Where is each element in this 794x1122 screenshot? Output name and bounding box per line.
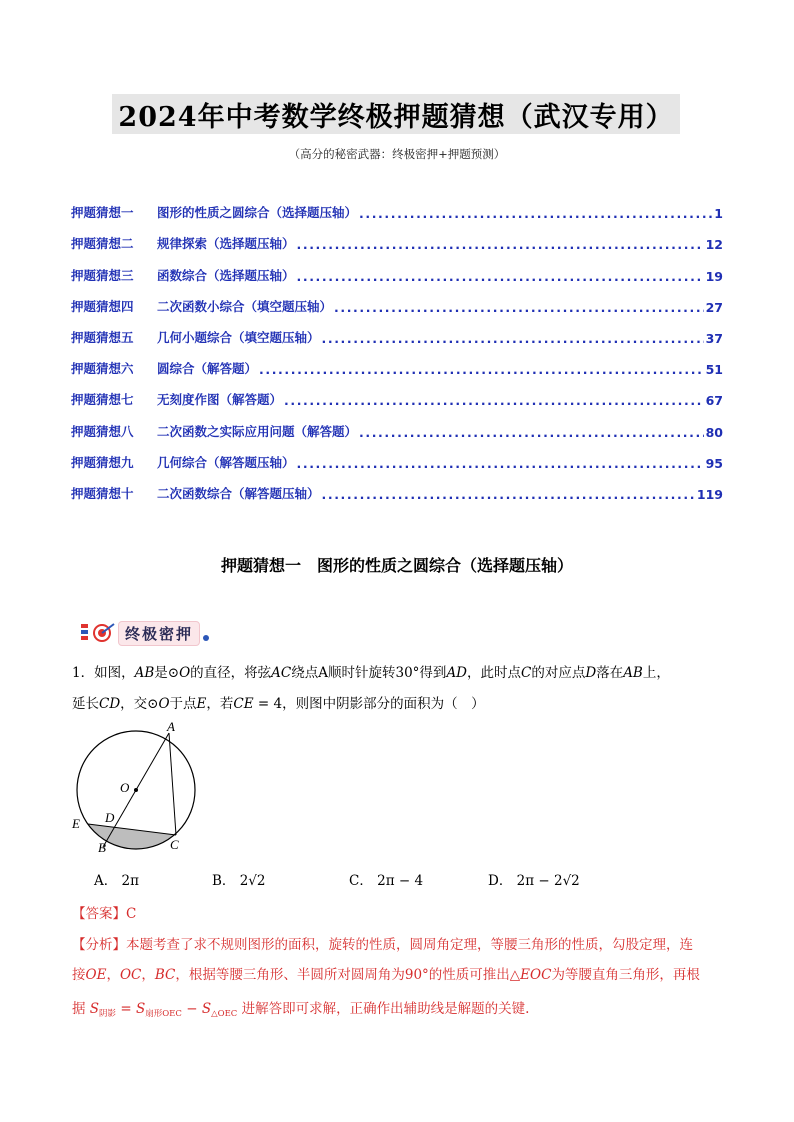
page-title: 2024年中考数学终极押题猜想（武汉专用） (112, 94, 680, 134)
text-run: 进解答即可求解，正确作出辅助线是解题的关键. (237, 1001, 530, 1017)
toc-item-page: 51 (705, 362, 723, 378)
banner-dot (203, 635, 209, 641)
math-var: O (179, 665, 191, 681)
toc-item-page: 119 (696, 486, 723, 502)
toc-leader-dots (284, 393, 704, 408)
math-var: AB (623, 665, 643, 681)
math-var: S (135, 1001, 146, 1017)
toc-item[interactable] (71, 190, 723, 221)
choice-b[interactable] (212, 869, 266, 889)
math-var: BC (154, 967, 176, 983)
math-subscript: 阴影 (99, 1009, 117, 1019)
toc-item[interactable] (71, 284, 723, 315)
toc-item-title: 二次函数之实际应用问题（解答题） (157, 423, 358, 439)
toc-item-page: 27 (705, 299, 723, 315)
text-run: 上， (642, 665, 670, 681)
toc-leader-dots (322, 331, 704, 346)
toc-item-number: 押题猜想二 (71, 236, 134, 252)
math-var: EOC (520, 967, 552, 983)
toc-leader-dots (297, 456, 704, 471)
choice-d[interactable] (488, 869, 580, 889)
toc-item-number: 押题猜想六 (71, 361, 134, 377)
text-run: = 4，则图中阴影部分的面积为（ ） (253, 696, 485, 712)
toc-leader-dots (259, 362, 704, 377)
analysis-line-3 (72, 997, 529, 1019)
math-var: AB (134, 665, 155, 681)
label-c: C (170, 837, 179, 852)
text-run: ， (106, 967, 120, 983)
math-var: OC (119, 967, 142, 983)
toc-item[interactable] (71, 315, 723, 346)
math-var: O (158, 696, 170, 712)
choice-label: C． (349, 873, 373, 889)
question-line-1 (72, 661, 670, 681)
choice-label: A． (94, 873, 118, 889)
toc-item-title: 图形的性质之圆综合（选择题压轴） (157, 205, 358, 221)
math-var: AD (446, 665, 468, 681)
text-run: 绕点A顺时针旋转30°得到 (291, 665, 447, 681)
text-run: 落在 (596, 665, 624, 681)
math-var: CD (99, 696, 121, 712)
text-run: 接 (72, 967, 86, 983)
toc-item[interactable] (71, 346, 723, 377)
answer: 【答案】C (72, 906, 137, 922)
toc-item-number: 押题猜想九 (71, 454, 134, 470)
math-var: CE (233, 696, 254, 712)
toc-item-number: 押题猜想三 (71, 267, 134, 283)
toc-item-number: 押题猜想一 (71, 205, 134, 221)
choice-value: 2√2 (239, 873, 266, 889)
text-run: − (181, 1001, 202, 1017)
toc-item[interactable] (71, 440, 723, 471)
toc-item-page: 19 (705, 268, 723, 284)
text-run: 的对应点 (531, 665, 586, 681)
text-run: ，若 (206, 696, 234, 712)
choice-value: 2π − 4 (377, 873, 424, 889)
text-run: 如图， (94, 665, 135, 681)
math-var: C (521, 665, 532, 681)
geometry-figure (66, 718, 206, 858)
toc-item-title: 二次函数小综合（填空题压轴） (157, 298, 333, 314)
toc-item-page: 1 (714, 206, 723, 222)
toc-item[interactable] (71, 377, 723, 408)
toc-item-title: 函数综合（选择题压轴） (157, 267, 295, 283)
toc-item-title: 规律探索（选择题压轴） (157, 236, 295, 252)
banner-label: 终极密押 (118, 621, 200, 646)
page-subtitle: （高分的秘密武器：终极密押+押题预测） (288, 147, 506, 161)
toc-leader-dots (334, 300, 704, 315)
text-run: ，交⊙ (120, 696, 159, 712)
toc-item-page: 80 (705, 424, 723, 440)
text-run: 的直径，将弦 (190, 665, 272, 681)
math-subscript: 扇形OEC (145, 1009, 182, 1019)
choice-value: 2π (121, 873, 140, 889)
label-a: A (167, 719, 175, 734)
toc-item-title: 几何综合（解答题压轴） (157, 454, 295, 470)
toc-item[interactable] (71, 408, 723, 439)
math-var: S (201, 1001, 212, 1017)
text-run: ，此时点 (467, 665, 522, 681)
toc-item-number: 押题猜想四 (71, 298, 134, 314)
toc-item-number: 押题猜想五 (71, 329, 134, 345)
toc-item[interactable] (71, 471, 723, 502)
math-var: AC (271, 665, 292, 681)
math-var: E (196, 696, 207, 712)
toc-item-number: 押题猜想八 (71, 423, 134, 439)
toc-item-page: 95 (705, 455, 723, 471)
toc-leader-dots (359, 425, 704, 440)
text-run: 为等腰直角三角形，再根 (551, 967, 700, 983)
toc-item-page: 37 (705, 330, 723, 346)
toc-leader-dots (297, 269, 704, 284)
choice-label: D． (488, 873, 513, 889)
text-run: ，根据等腰三角形、半圆所对圆周角为90°的性质可推出△ (175, 967, 521, 983)
toc-item[interactable] (71, 221, 723, 252)
choice-c[interactable] (349, 869, 423, 889)
question-line-2 (72, 692, 485, 712)
math-subscript: △OEC (211, 1009, 238, 1019)
toc-leader-dots (322, 487, 695, 502)
question-number: 1． (72, 665, 95, 681)
analysis-line-1: 【分析】本题考查了求不规则图形的面积，旋转的性质，圆周角定理，等腰三角形的性质，勾股定理，连 (72, 937, 693, 953)
choice-label: B． (212, 873, 236, 889)
toc-item-title: 二次函数综合（解答题压轴） (157, 485, 320, 501)
text-run: 据 (72, 1001, 90, 1017)
toc-item-number: 押题猜想七 (71, 392, 134, 408)
toc-item-number: 押题猜想十 (71, 485, 134, 501)
label-d: D (105, 810, 115, 825)
choice-a[interactable] (94, 869, 139, 889)
label-o: O (120, 780, 130, 795)
secret-banner (80, 620, 209, 646)
table-of-contents (71, 190, 723, 502)
choice-value: 2π − 2√2 (516, 873, 580, 889)
center-point (134, 788, 138, 792)
toc-leader-dots (297, 237, 704, 252)
math-var: OE (85, 967, 107, 983)
text-run: 于点 (169, 696, 197, 712)
math-var: S (89, 1001, 100, 1017)
toc-item-title: 几何小题综合（填空题压轴） (157, 329, 320, 345)
toc-item-title: 圆综合（解答题） (157, 361, 258, 377)
text-run: = (116, 1001, 136, 1017)
toc-item-page: 67 (705, 393, 723, 409)
label-e: E (72, 816, 80, 831)
toc-item-title: 无刻度作图（解答题） (157, 392, 283, 408)
section-title: 押题猜想一 图形的性质之圆综合（选择题压轴） (220, 556, 573, 575)
text-run: 延长 (72, 696, 99, 712)
toc-item-page: 12 (705, 237, 723, 253)
chord-ac (169, 733, 176, 835)
label-b: B (98, 840, 106, 855)
text-run: ， (141, 967, 155, 983)
toc-item[interactable] (71, 252, 723, 283)
analysis-line-2 (72, 963, 700, 983)
toc-leader-dots (359, 206, 712, 221)
text-run: 是⊙ (154, 665, 180, 681)
target-icon (80, 621, 118, 645)
math-var: D (585, 665, 597, 681)
